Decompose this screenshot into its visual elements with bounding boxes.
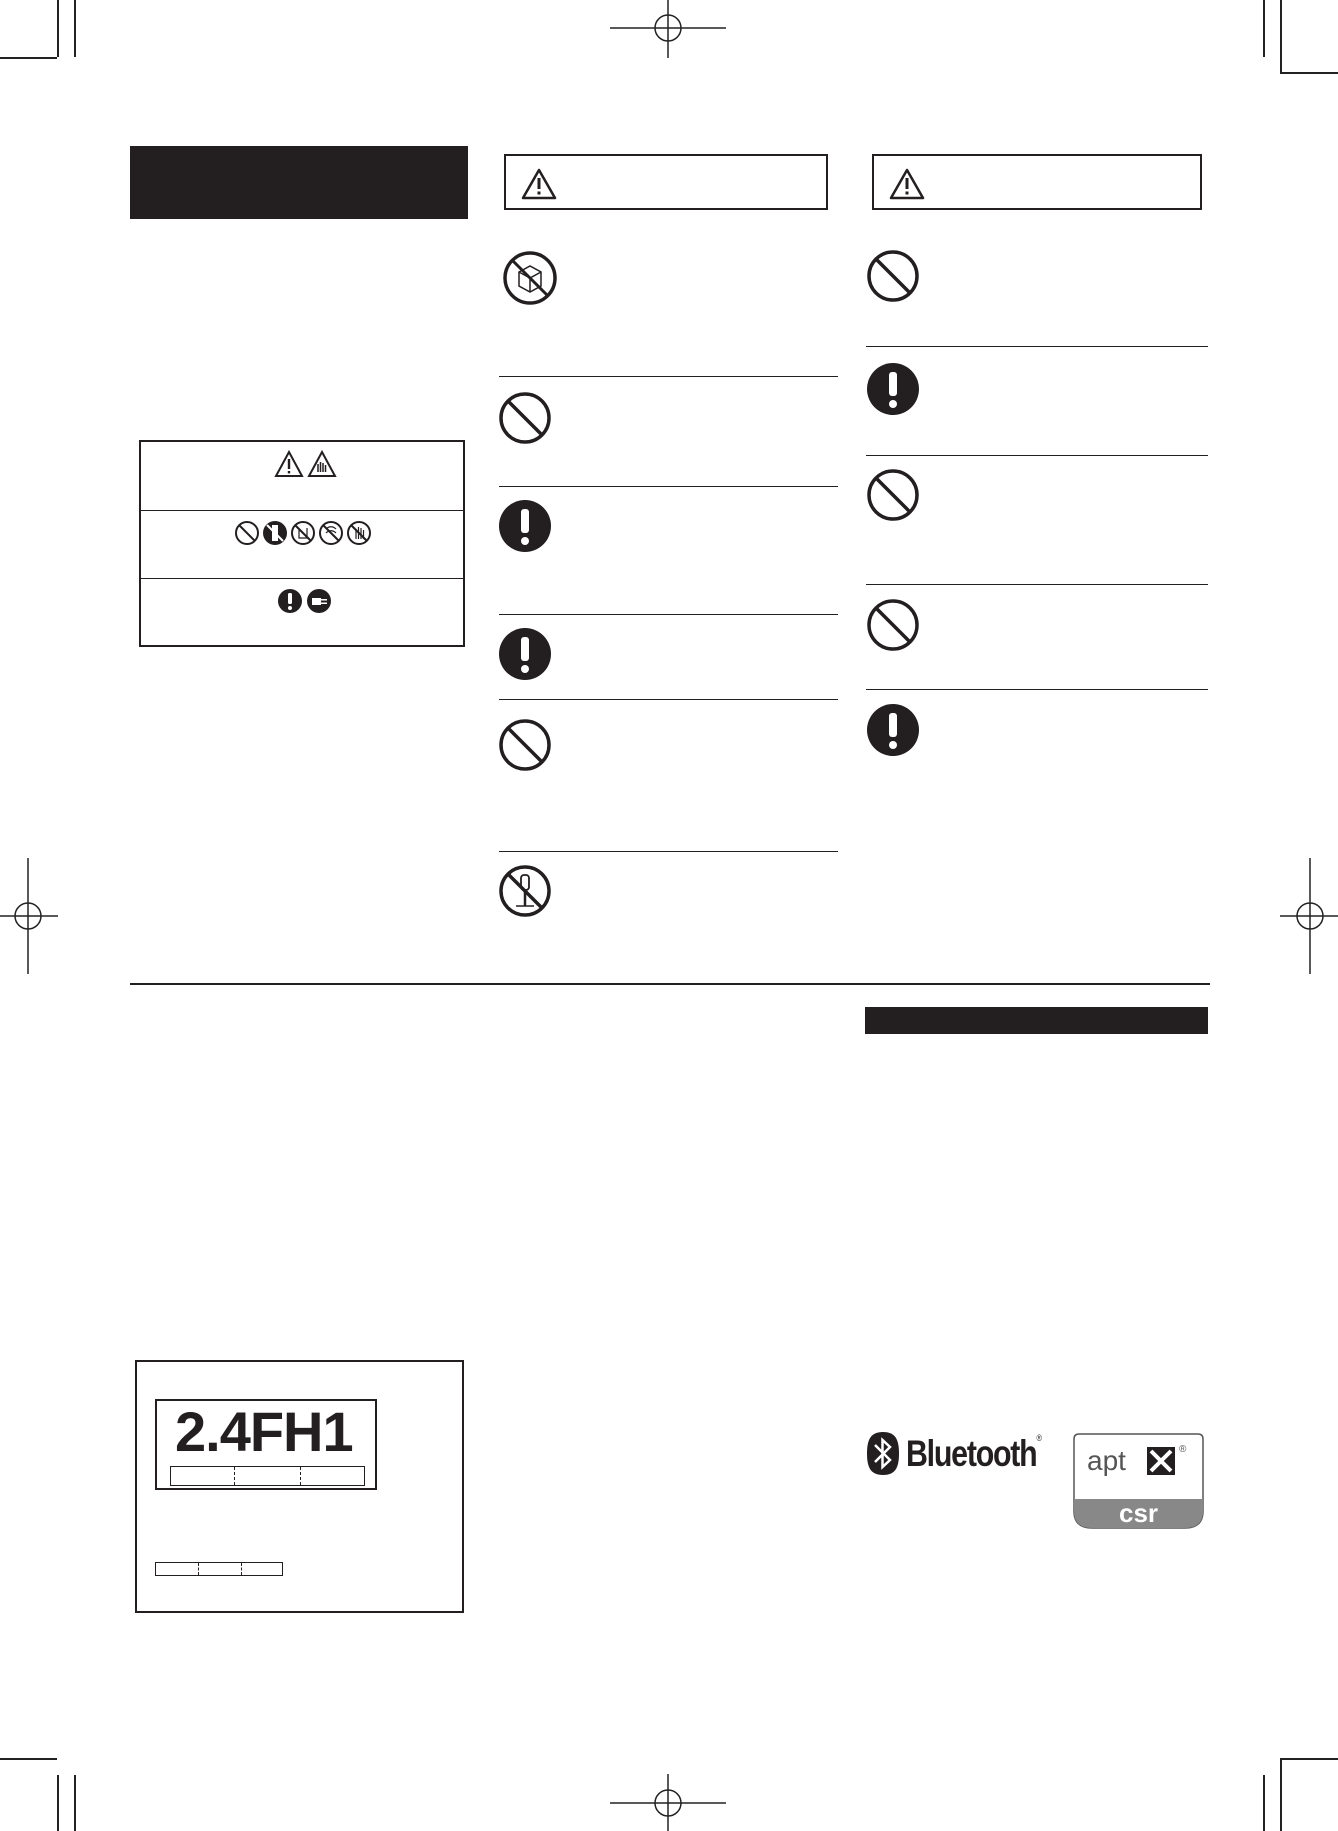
bluetooth-wordmark [906,1433,1041,1475]
divider [866,689,1208,690]
crop-mark [1263,0,1265,57]
section-header-bar [865,1007,1208,1034]
symbol-legend [139,440,465,647]
no-wet-hands-icon [262,520,288,546]
frequency-label-box [135,1360,464,1613]
mandatory-action-icon [498,627,552,681]
frequency-code: 2.4FH1 [175,1400,353,1463]
frequency-scale-small [155,1562,283,1576]
prohibition-icon [866,598,920,652]
warning-triangle-icon [520,167,558,201]
divider [499,376,838,377]
frequency-scale [170,1466,365,1486]
registration-target-icon [610,0,730,58]
crop-mark [1263,1775,1265,1831]
frequency-code-box [155,1399,377,1490]
prohibition-icon [866,249,920,303]
bluetooth-logo-icon [865,1431,901,1476]
prohibition-icon [234,520,260,546]
warning-box-right [872,154,1202,210]
aptx-registered-mark: ® [1179,1444,1187,1455]
section-separator [130,983,1210,985]
divider [499,486,838,487]
divider [499,699,838,700]
mandatory-action-icon [277,588,303,614]
divider [866,584,1208,585]
crop-mark [57,0,59,57]
no-water-icon [318,520,344,546]
crop-mark [0,57,57,59]
divider [866,346,1208,347]
legend-row [141,510,463,579]
crop-mark [74,0,76,57]
unplug-icon [306,588,332,614]
legend-row [141,442,463,510]
hand-caution-icon [307,450,337,478]
crop-mark [1280,1758,1338,1760]
warning-triangle-icon [274,450,304,478]
crop-mark [57,1775,59,1831]
legend-row [141,578,463,647]
bluetooth-name: Bluetooth [906,1433,1037,1474]
divider [499,851,838,852]
divider [866,455,1208,456]
crop-mark [1280,72,1338,74]
crop-mark [0,1758,57,1760]
no-water-icon [290,520,316,546]
no-water-cube-icon [502,250,558,306]
mandatory-action-icon [498,499,552,553]
warning-box-left [504,154,828,210]
section-title-block [130,146,468,219]
prohibition-icon [866,468,920,522]
mandatory-action-icon [866,362,920,416]
registration-target-icon [1280,858,1338,974]
bluetooth-registered-mark: ® [1036,1433,1041,1443]
warning-triangle-icon [888,167,926,201]
no-disassembly-icon [498,864,552,918]
csr-name: csr [1119,1498,1159,1528]
crop-mark [74,1775,76,1831]
crop-mark [1280,1758,1282,1831]
crop-mark [1280,0,1282,72]
aptx-name: apt [1087,1445,1126,1476]
mandatory-action-icon [866,703,920,757]
aptx-logo [1073,1433,1204,1529]
prohibition-icon [498,391,552,445]
registration-target-icon [0,858,58,974]
divider [499,614,838,615]
no-touch-icon [346,520,372,546]
prohibition-icon [498,718,552,772]
registration-target-icon [610,1774,730,1831]
